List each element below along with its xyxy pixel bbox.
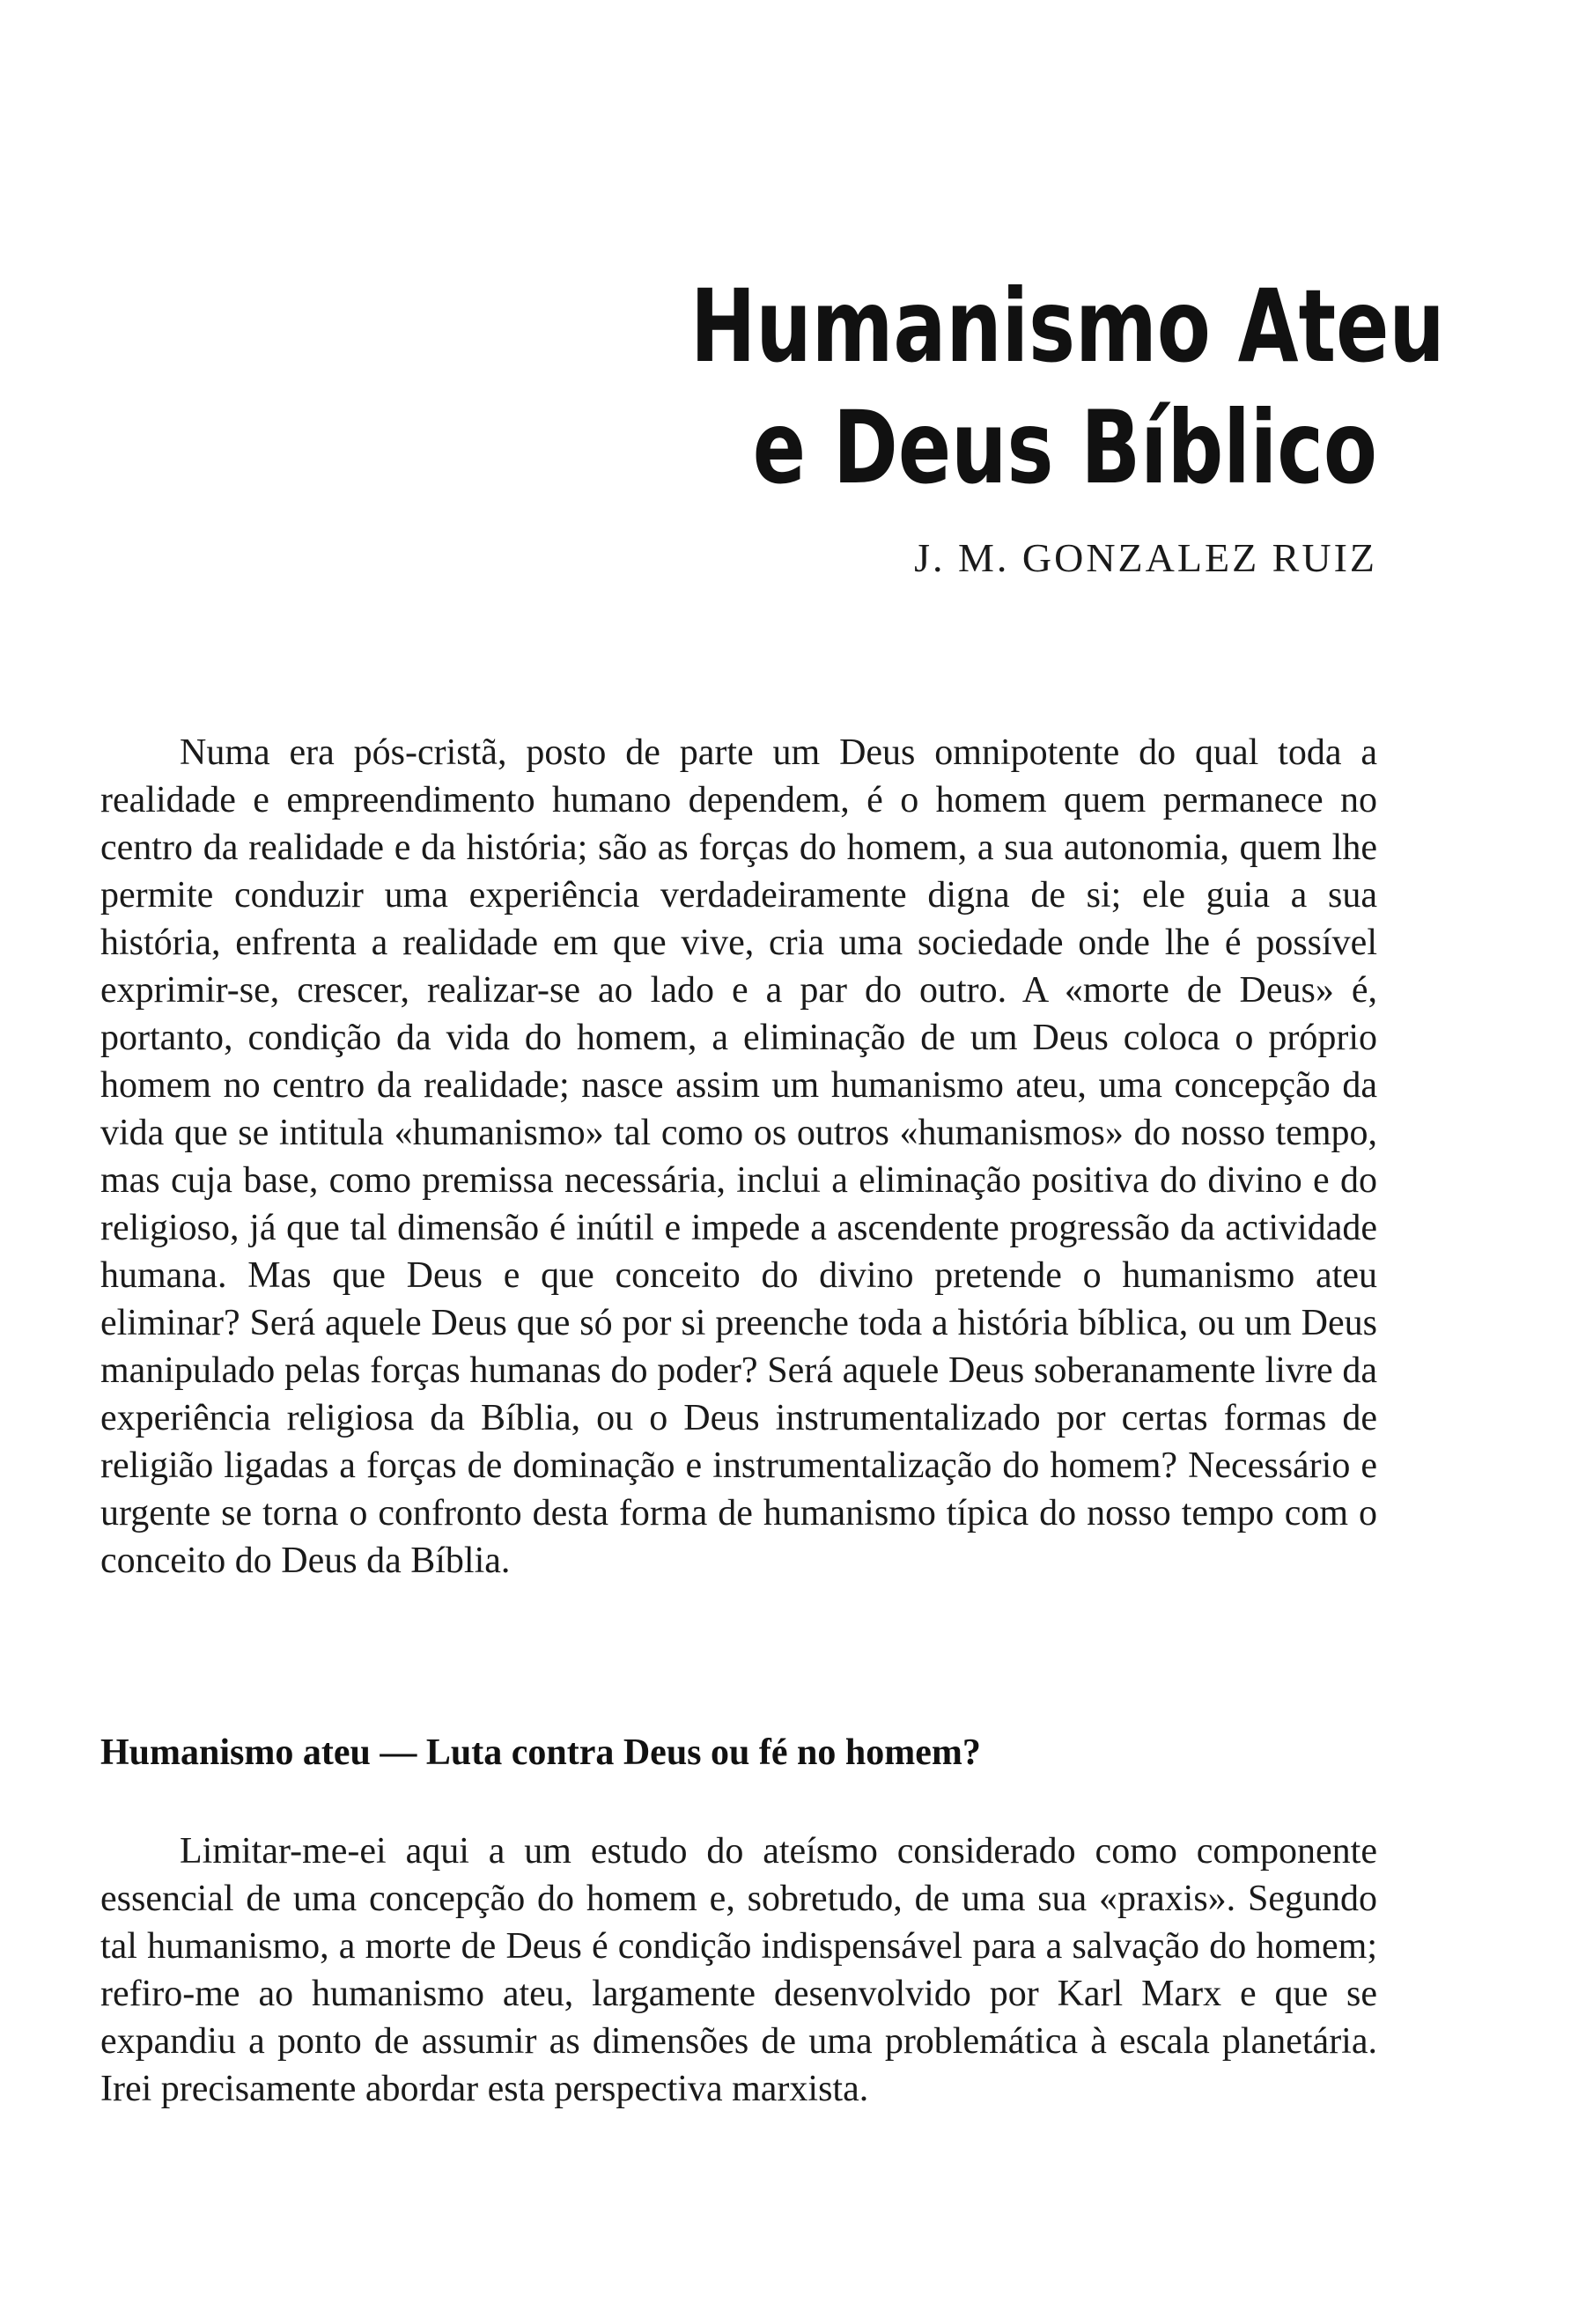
- article-title: [690, 266, 1445, 509]
- intro-paragraph: Numa era pós-cristã, posto de parte um Deus omnipotente do qual toda a realidade e empreendimento humano dependem, é o homem quem permanece no centro da realidade e da história; são as forças do homem, a sua autonomia, quem lhe permite conduzir uma experiência verdadeiramente digna de si; ele guia a sua história, enfrenta a realidade em que vive, cria uma sociedade onde lhe é possível exprimir-se, crescer, realizar-se ao lado e a par do outro. A «morte de Deus» é, portanto, condição da vida do homem, a eliminação de um Deus coloca o próprio homem no centro da realidade; nasce assim um humanismo ateu, uma concepção da vida que se intitula «humanismo» tal como os outros «humanismos» do nosso tempo, mas cuja base, como premissa necessária, inclui a eliminação positiva do divino e do religioso, já que tal dimensão é inútil e impede a ascendente progressão da actividade humana. Mas que Deus e que conceito do divino pretende o humanismo ateu eliminar? Será aquele Deus que só por si preenche toda a história bíblica, ou um Deus manipulado pelas forças humanas do poder? Será aquele Deus soberanamente livre da experiência religiosa da Bíblia, ou o Deus instrumentalizado por certas formas de religião ligadas a forças de dominação e instrumentalização do homem? Necessário e urgente se torna o confronto desta forma de humanismo típica do nosso tempo com o conceito do Deus da Bíblia.: [100, 732, 1377, 1581]
- article-author: J. M. GONZALEZ RUIZ: [914, 535, 1377, 580]
- article-title-line-1: Humanismo Ateu: [690, 268, 1445, 386]
- section-paragraph: Limitar-me-ei aqui a um estudo do ateísmo considerado como componente essencial de uma concepção do homem e, sobretudo, de uma sua «praxis». Segundo tal humanismo, a morte de Deus é condição indispensável para a salvação do homem; refiro-me ao humanismo ateu, largamente desenvolvido por Karl Marx e que se expandiu a ponto de assumir as dimensões de uma problemática à escala planetária. Irei precisamente abordar esta perspectiva marxista.: [100, 1831, 1377, 2109]
- article-title-line-2: e Deus Bíblico: [752, 389, 1377, 507]
- section-heading: Humanismo ateu — Luta contra Deus ou fé no homem?: [100, 1732, 981, 1773]
